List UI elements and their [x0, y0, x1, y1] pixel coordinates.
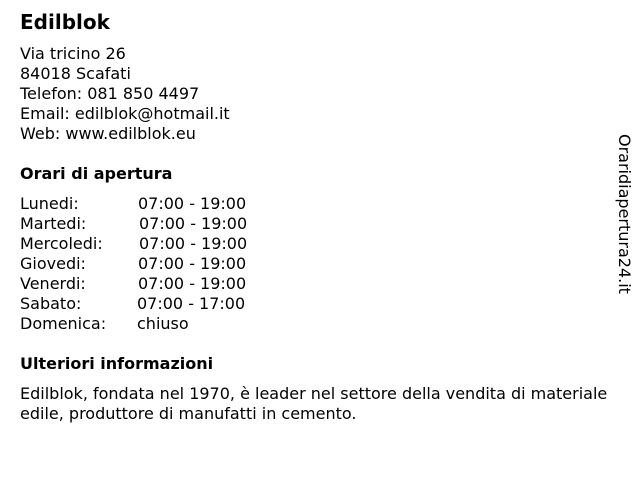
opening-hours-heading: Orari di apertura [20, 164, 173, 183]
additional-info-heading: Ulteriori informazioni [20, 354, 214, 373]
day-hours: chiuso [137, 314, 189, 333]
day-label: Mercoledi: [20, 234, 103, 253]
address-city: 84018 Scafati [20, 64, 131, 83]
day-label: Giovedi: [20, 254, 86, 273]
day-label: Domenica: [20, 314, 107, 333]
address-street: Via tricino 26 [20, 44, 126, 63]
day-hours: 07:00 - 17:00 [137, 294, 246, 313]
business-contact-block [20, 44, 230, 144]
day-hours: 07:00 - 19:00 [139, 234, 248, 253]
additional-info-text: Edilblok, fondata nel 1970, è leader nel settore della vendita di materiale edile, produttore di manufatti in cemento. [20, 384, 608, 423]
day-label: Venerdi: [20, 274, 86, 293]
day-hours: 07:00 - 19:00 [138, 274, 247, 293]
email-address: Email: edilblok@hotmail.it [20, 104, 230, 123]
day-label: Martedi: [20, 214, 87, 233]
day-hours: 07:00 - 19:00 [138, 194, 247, 213]
business-name: Edilblok [20, 10, 110, 34]
day-label: Lunedi: [20, 194, 79, 213]
website: Web: www.edilblok.eu [20, 124, 196, 143]
day-hours: 07:00 - 19:00 [139, 214, 248, 233]
phone-number: Telefon: 081 850 4497 [20, 84, 200, 103]
site-watermark: Oraridiapertura24.it [615, 134, 634, 294]
day-hours: 07:00 - 19:00 [138, 254, 247, 273]
day-label: Sabato: [20, 294, 82, 313]
